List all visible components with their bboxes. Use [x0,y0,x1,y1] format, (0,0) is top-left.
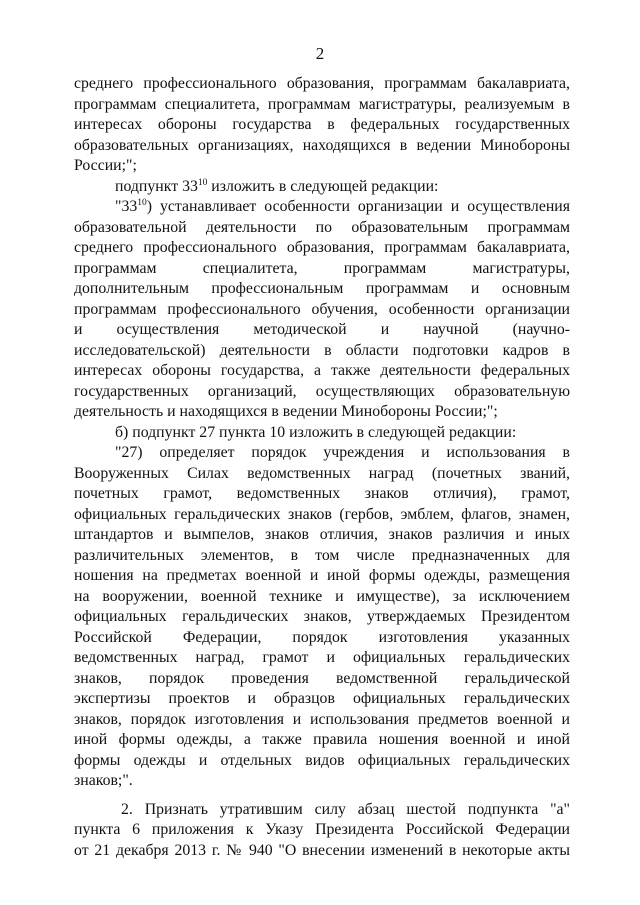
text-line: деятельность и находящихся в ведении Минобороны России;"; [74,403,498,420]
text-line: почетных грамот, ведомственных знаков отличия), грамот, [74,485,570,502]
text-line: интересах обороны государства, а также деятельности федеральных [74,362,570,379]
document-body [74,74,570,861]
paragraph [74,177,570,198]
text-line: знаков;". [74,772,133,789]
text-line: среднего профессионального образования, программам бакалавриата, [74,239,570,256]
text-line: России;"; [74,157,137,174]
text-line: государственных организаций, осуществляющих образовательную [74,382,570,400]
text-line: экспертизы проектов и образцов официальных геральдических [74,690,570,707]
text-line: б) подпункт 27 пункта 10 изложить в следующей редакции: [115,423,517,441]
text-line: ношения на предметах военной и иной формы одежды, размещения [74,567,570,584]
paragraph [74,800,570,862]
text-line: официальных геральдических знаков (гербов, эмблем, флагов, знамен, [74,505,570,523]
paragraph [74,443,570,792]
text-line: дополнительным профессиональным программам и основным [74,280,570,297]
text-line: Российской Федерации, порядок изготовления указанных [74,628,570,646]
text-line: "$33^{10}$) устанавливает особенности организации и осуществления [115,198,570,215]
text-line: образовательных организациях, находящихся в ведении Минобороны [74,136,570,154]
text-line: интересах обороны государства в федеральных государственных [74,116,570,133]
text-line: различительных элементов, в том числе предназначенных для [74,546,570,564]
paragraph-spacer [74,792,570,800]
text-line: знаков, порядок проведения ведомственной геральдической [74,669,570,687]
text-line: на вооружении, военной технике и имуществе), за исключением [74,587,570,605]
paragraph [74,74,570,177]
text-line: 2. Признать утратившим силу абзац шестой подпункта "а" [121,800,570,818]
text-line: исследовательской) деятельности в области подготовки кадров в [74,341,570,359]
text-line: от 21 декабря 2013 г. № 940 "О внесении изменений в некоторые акты [74,841,570,859]
text-line: официальных геральдических знаков, утверждаемых Президентом [74,608,570,625]
text-line: штандартов и вымпелов, знаков отличия, знаков различия и иных [74,526,570,543]
page-number: 2 [315,44,325,63]
text-line: Вооруженных Силах ведомственных наград (почетных званий, [74,464,570,482]
text-line: и осуществления методической и научной (научно- [74,321,570,338]
paragraph [74,197,570,423]
superscript-index: 10 [197,177,208,188]
text-line: ведомственных наград, грамот и официальных геральдических [74,649,570,666]
text-line: среднего профессионального образования, программам бакалавриата, [74,75,570,92]
text-line: программам специалитета, программам магистратуры, реализуемым в [74,95,570,113]
text-line: программам профессионального обучения, особенности организации [74,300,570,318]
text-line: программам специалитета, программам магистратуры, [74,259,570,277]
paragraph [74,423,570,444]
text-line: иной формы одежды, а также правила ношения военной и иной [74,731,570,748]
text-line: подпункт $33^{10}$ изложить в следующей редакции: [115,177,439,195]
text-line: образовательной деятельности по образовательным программам [74,218,570,236]
text-line: "27) определяет порядок учреждения и использования в [115,444,570,461]
superscript-index: 10 [137,198,147,208]
text-line: формы одежды и отдельных видов официальных геральдических [74,751,570,769]
text-line: знаков, порядок изготовления и использования предметов военной и [74,710,570,728]
text-line: пункта 6 приложения к Указу Президента Российской Федерации [74,821,570,838]
